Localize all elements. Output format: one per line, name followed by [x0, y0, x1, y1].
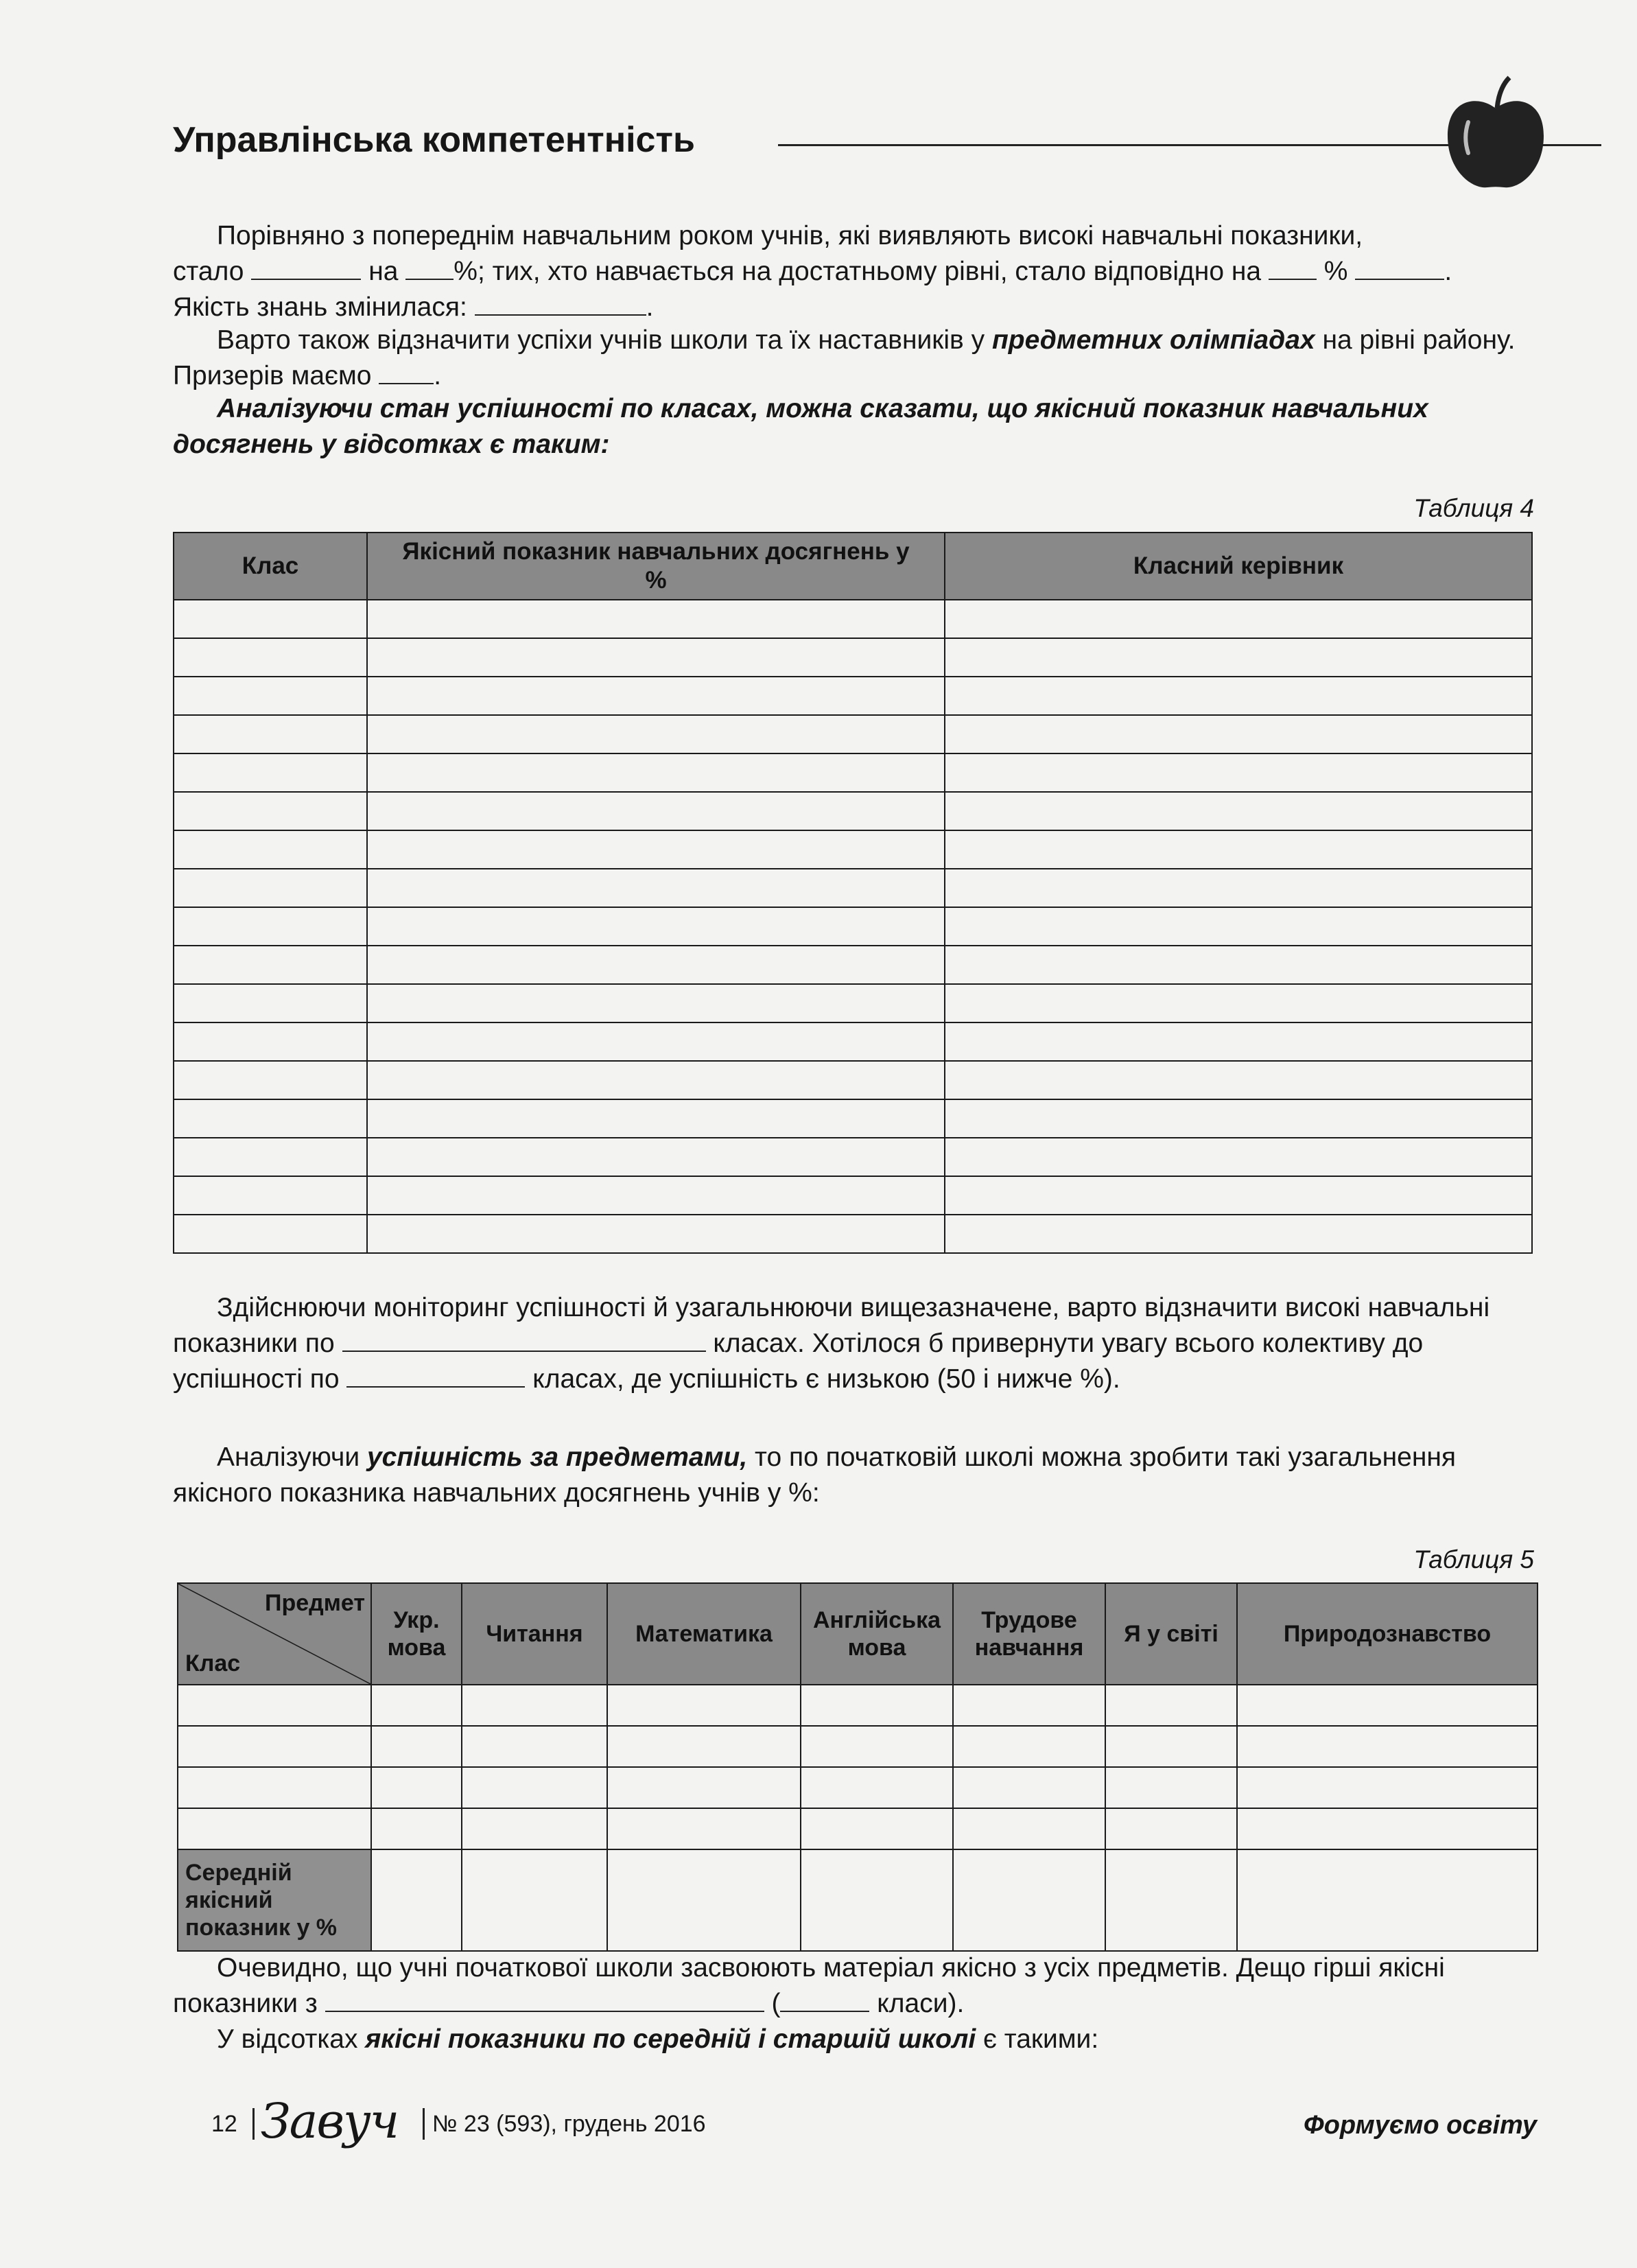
fill-blank[interactable]	[780, 1990, 869, 2012]
table-row	[174, 869, 1532, 907]
table-cell[interactable]	[945, 1176, 1532, 1215]
table-cell[interactable]	[945, 1022, 1532, 1061]
section-title: Управлінська компетентність	[173, 120, 695, 160]
table-cell[interactable]	[945, 1061, 1532, 1099]
table-cell[interactable]	[178, 1726, 371, 1767]
table-cell[interactable]	[953, 1808, 1105, 1849]
table-cell[interactable]	[462, 1849, 607, 1951]
table-cell[interactable]	[1105, 1726, 1237, 1767]
table-cell[interactable]	[174, 830, 367, 869]
table-cell[interactable]	[371, 1726, 462, 1767]
table-cell[interactable]	[953, 1767, 1105, 1808]
table-cell[interactable]	[945, 1138, 1532, 1176]
average-row	[178, 1849, 1538, 1951]
fill-blank[interactable]	[405, 258, 454, 280]
table4-caption: Таблиця 4	[1413, 494, 1534, 522]
fill-blank[interactable]	[342, 1330, 706, 1352]
table-cell[interactable]	[174, 946, 367, 984]
table-cell[interactable]	[174, 715, 367, 753]
table-cell[interactable]	[174, 792, 367, 830]
paragraph-subjects: Аналізуючи успішність за предметами, то по початковій школі можна зробити такі узагальнення якісного показника навчальних досягнень учнів у %:	[173, 1442, 1457, 1508]
table5	[177, 1582, 1538, 1952]
table-row	[174, 830, 1532, 869]
table-row	[178, 1767, 1538, 1808]
table-row	[174, 792, 1532, 830]
average-row-label: Середній якісний показник у %	[178, 1849, 371, 1951]
table-cell[interactable]	[945, 946, 1532, 984]
table-cell[interactable]	[174, 1022, 367, 1061]
table-row	[174, 984, 1532, 1022]
table5-header-subject: Математика	[607, 1583, 801, 1685]
table-cell[interactable]	[945, 715, 1532, 753]
issue-info: № 23 (593), грудень 2016	[432, 2111, 706, 2137]
fill-blank[interactable]	[325, 1990, 764, 2012]
table-cell[interactable]	[801, 1767, 953, 1808]
table-row	[174, 1099, 1532, 1138]
table-cell[interactable]	[945, 830, 1532, 869]
table-cell[interactable]	[174, 600, 367, 638]
table-row	[174, 638, 1532, 677]
table-cell[interactable]	[945, 677, 1532, 715]
table-cell[interactable]	[945, 600, 1532, 638]
table-cell[interactable]	[367, 1022, 945, 1061]
page-footer	[206, 2093, 1537, 2153]
table-cell[interactable]	[801, 1808, 953, 1849]
page-number: 12	[211, 2111, 237, 2137]
table5-header-subject: Трудове навчання	[953, 1583, 1105, 1685]
table-row	[174, 677, 1532, 715]
table-cell[interactable]	[174, 984, 367, 1022]
table-cell[interactable]	[1105, 1767, 1237, 1808]
table-cell[interactable]	[367, 715, 945, 753]
table4-body	[174, 600, 1532, 1253]
table-cell[interactable]	[1237, 1808, 1538, 1849]
table4	[173, 532, 1533, 1254]
table-row	[178, 1726, 1538, 1767]
table-cell[interactable]	[178, 1685, 371, 1726]
table-cell[interactable]	[174, 753, 367, 792]
fill-blank[interactable]	[1355, 258, 1444, 280]
table-cell[interactable]	[1237, 1726, 1538, 1767]
fill-blank[interactable]	[379, 362, 434, 384]
table-cell[interactable]	[367, 1061, 945, 1099]
table-cell[interactable]	[367, 1215, 945, 1253]
table-cell[interactable]	[945, 869, 1532, 907]
table-row	[174, 1215, 1532, 1253]
table-cell[interactable]	[607, 1685, 801, 1726]
table-cell[interactable]	[371, 1808, 462, 1849]
table-cell[interactable]	[367, 1176, 945, 1215]
table-cell[interactable]	[174, 638, 367, 677]
table-cell[interactable]	[801, 1849, 953, 1951]
table-cell[interactable]	[371, 1767, 462, 1808]
table-cell[interactable]	[945, 792, 1532, 830]
table-cell[interactable]	[462, 1767, 607, 1808]
table-cell[interactable]	[174, 1061, 367, 1099]
table-cell[interactable]	[174, 1138, 367, 1176]
paragraph-conclusion: Очевидно, що учні початкової школи засвоюють матеріал якісно з усіх предметів. Дещо гірші якісні показники з ( класи). У відсотках якісні показники по середній і старшій школі є такими:	[173, 1953, 1445, 2054]
paragraph-progress	[173, 218, 1535, 325]
paragraph-class-analysis: Аналізуючи стан успішності по класах, можна сказати, що якісний показник навчальних досягнень у відсотках є таким:	[173, 394, 1428, 459]
table-cell[interactable]	[371, 1685, 462, 1726]
table-row	[174, 907, 1532, 946]
table-cell[interactable]	[945, 1099, 1532, 1138]
footer-divider	[423, 2108, 425, 2140]
table-cell[interactable]	[367, 753, 945, 792]
paragraph-olympiads: Варто також відзначити успіхи учнів школи та їх наставників у предметних олімпіадах на рівні району. Призерів маємо .	[173, 325, 1516, 390]
table-cell[interactable]	[174, 869, 367, 907]
table-cell[interactable]	[945, 907, 1532, 946]
table-cell[interactable]	[367, 792, 945, 830]
table-cell[interactable]	[945, 1215, 1532, 1253]
magazine-logo: Завуч	[261, 2093, 399, 2149]
table-cell[interactable]	[367, 946, 945, 984]
para1-line3: Якість знань змінилася: .	[173, 292, 654, 322]
table4-header-class: Клас	[174, 533, 367, 600]
table-cell[interactable]	[607, 1849, 801, 1951]
table-cell[interactable]	[367, 677, 945, 715]
table-cell[interactable]	[607, 1767, 801, 1808]
table-cell[interactable]	[801, 1726, 953, 1767]
table-cell[interactable]	[367, 907, 945, 946]
table-cell[interactable]	[953, 1685, 1105, 1726]
table-cell[interactable]	[945, 984, 1532, 1022]
footer-divider	[252, 2108, 255, 2140]
table-row	[174, 753, 1532, 792]
para1-line2: стало на %; тих, хто навчається на достатньому рівні, стало відповідно на % .	[173, 257, 1452, 286]
table5-corner-cell	[178, 1583, 371, 1685]
fill-blank[interactable]	[251, 258, 361, 280]
table5-header-subject: Англійська мова	[801, 1583, 953, 1685]
apple-icon	[1441, 74, 1551, 191]
table-cell[interactable]	[945, 638, 1532, 677]
table-cell[interactable]	[607, 1726, 801, 1767]
table-cell[interactable]	[174, 1176, 367, 1215]
table-cell[interactable]	[462, 1726, 607, 1767]
table-cell[interactable]	[953, 1849, 1105, 1951]
table-cell[interactable]	[1237, 1767, 1538, 1808]
table-row	[174, 715, 1532, 753]
table-cell[interactable]	[174, 1099, 367, 1138]
table-row	[174, 946, 1532, 984]
table-row	[174, 1061, 1532, 1099]
table-cell[interactable]	[367, 638, 945, 677]
table-row	[178, 1808, 1538, 1849]
table5-body	[178, 1685, 1538, 1951]
table-cell[interactable]	[174, 907, 367, 946]
table5-header-subject: Я у світі	[1105, 1583, 1237, 1685]
paragraph-monitoring: Здійснюючи моніторинг успішності й узагальнюючи вищезазначене, варто відзначити високі навчальні показники по класах. Хотілося б привернути увагу всього колективу до успішності по класах, де успішність є низькою (50 і нижче %).	[173, 1293, 1490, 1394]
table-cell[interactable]	[1105, 1808, 1237, 1849]
table-cell[interactable]	[371, 1849, 462, 1951]
table-row	[174, 1176, 1532, 1215]
page-header	[173, 111, 1511, 173]
fill-blank[interactable]	[475, 294, 646, 316]
table-cell[interactable]	[367, 600, 945, 638]
table-cell[interactable]	[367, 1099, 945, 1138]
table5-corner-class: Клас	[185, 1650, 241, 1676]
fill-blank[interactable]	[1269, 258, 1317, 280]
fill-blank[interactable]	[346, 1366, 525, 1388]
table-cell[interactable]	[367, 984, 945, 1022]
table5-header-subject: Читання	[462, 1583, 607, 1685]
table-cell[interactable]	[367, 1138, 945, 1176]
para1-line1: Порівняно з попереднім навчальним роком учнів, які виявляють високі навчальні показники,	[217, 221, 1363, 250]
table-cell[interactable]	[178, 1767, 371, 1808]
table5-header-subject: Природознавство	[1237, 1583, 1538, 1685]
table-cell[interactable]	[1105, 1849, 1237, 1951]
table-row	[174, 1138, 1532, 1176]
table-row	[178, 1685, 1538, 1726]
table5-caption: Таблиця 5	[1413, 1545, 1534, 1574]
table-cell[interactable]	[1237, 1849, 1538, 1951]
table-cell[interactable]	[1105, 1685, 1237, 1726]
table-cell[interactable]	[367, 830, 945, 869]
table-cell[interactable]	[953, 1726, 1105, 1767]
table-cell[interactable]	[174, 1215, 367, 1253]
footer-tagline: Формуємо освіту	[1304, 2111, 1537, 2140]
table-cell[interactable]	[462, 1685, 607, 1726]
table5-corner-subject: Предмет	[265, 1590, 365, 1616]
table-cell[interactable]	[367, 869, 945, 907]
table-cell[interactable]	[1237, 1685, 1538, 1726]
table-cell[interactable]	[607, 1808, 801, 1849]
table4-header-teacher: Класний керівник	[945, 533, 1532, 600]
table-cell[interactable]	[945, 753, 1532, 792]
table-row	[174, 1022, 1532, 1061]
table-row	[174, 600, 1532, 638]
table5-header-subject: Укр. мова	[371, 1583, 462, 1685]
table4-header-quality: Якісний показник навчальних досягнень у %	[367, 533, 945, 600]
table-cell[interactable]	[178, 1808, 371, 1849]
table-cell[interactable]	[801, 1685, 953, 1726]
table-cell[interactable]	[462, 1808, 607, 1849]
table-cell[interactable]	[174, 677, 367, 715]
